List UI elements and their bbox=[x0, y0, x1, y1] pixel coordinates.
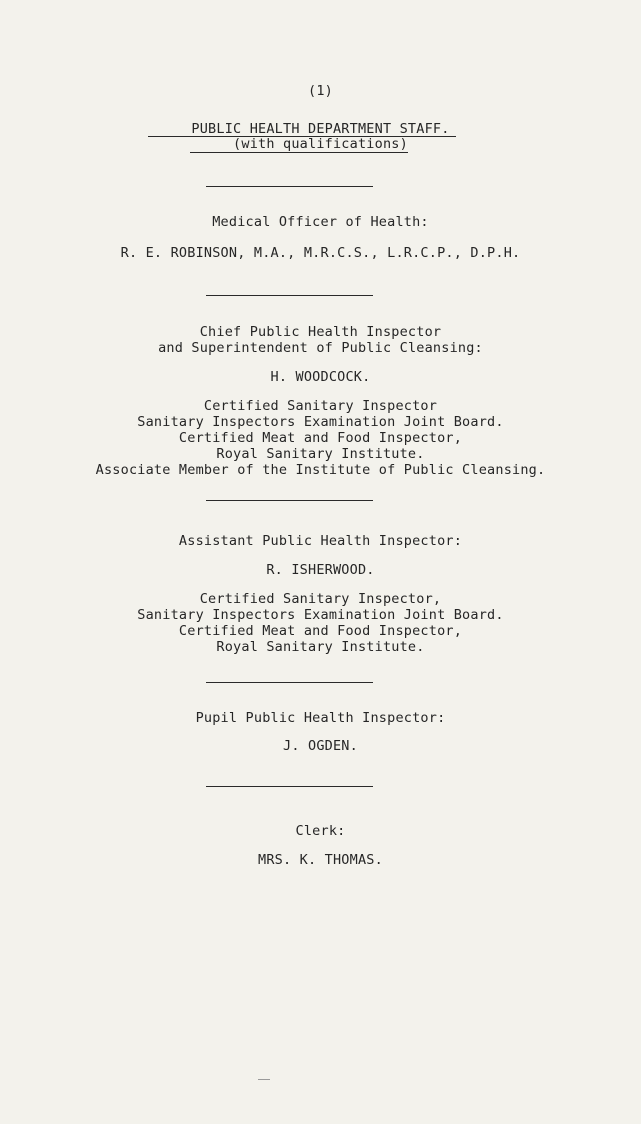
qualification-line: Royal Sanitary Institute. bbox=[216, 639, 425, 655]
qualification-line: Sanitary Inspectors Examination Joint Board. bbox=[137, 414, 504, 430]
section-divider bbox=[206, 295, 373, 296]
qualification-line: Certified Sanitary Inspector bbox=[203, 398, 438, 414]
section-divider bbox=[206, 682, 373, 683]
chief-inspector-role-line-2: and Superintendent of Public Cleansing: bbox=[158, 340, 483, 356]
chief-inspector-name: H. WOODCOCK. bbox=[270, 369, 371, 385]
qualification-line: Certified Meat and Food Inspector, bbox=[178, 623, 463, 639]
scan-mark bbox=[258, 1079, 270, 1080]
clerk-name: MRS. K. THOMAS. bbox=[258, 852, 383, 868]
section-divider bbox=[206, 500, 373, 501]
page-number: (1) bbox=[308, 83, 333, 99]
medical-officer-name: R. E. ROBINSON, M.A., M.R.C.S., L.R.C.P., D.P.H. bbox=[120, 245, 521, 261]
qualification-line: Certified Meat and Food Inspector, bbox=[178, 430, 463, 446]
section-divider bbox=[206, 786, 373, 787]
qualification-line: Sanitary Inspectors Examination Joint Board. bbox=[137, 607, 504, 623]
qualification-line: Certified Sanitary Inspector, bbox=[199, 591, 442, 607]
medical-officer-role: Medical Officer of Health: bbox=[212, 214, 429, 230]
assistant-inspector-name: R. ISHERWOOD. bbox=[266, 562, 375, 578]
pupil-inspector-role: Pupil Public Health Inspector: bbox=[195, 710, 446, 726]
chief-inspector-role-line-1: Chief Public Health Inspector bbox=[199, 324, 442, 340]
section-divider bbox=[206, 186, 373, 187]
document-subtitle: (with qualifications) bbox=[233, 136, 408, 152]
qualification-line: Royal Sanitary Institute. bbox=[216, 446, 425, 462]
document-title: PUBLIC HEALTH DEPARTMENT STAFF. bbox=[191, 121, 450, 137]
subtitle-underline bbox=[190, 152, 408, 153]
qualification-line: Associate Member of the Institute of Public Cleansing. bbox=[95, 462, 546, 478]
assistant-inspector-role: Assistant Public Health Inspector: bbox=[178, 533, 463, 549]
clerk-role: Clerk: bbox=[295, 823, 346, 839]
pupil-inspector-name: J. OGDEN. bbox=[283, 738, 358, 754]
